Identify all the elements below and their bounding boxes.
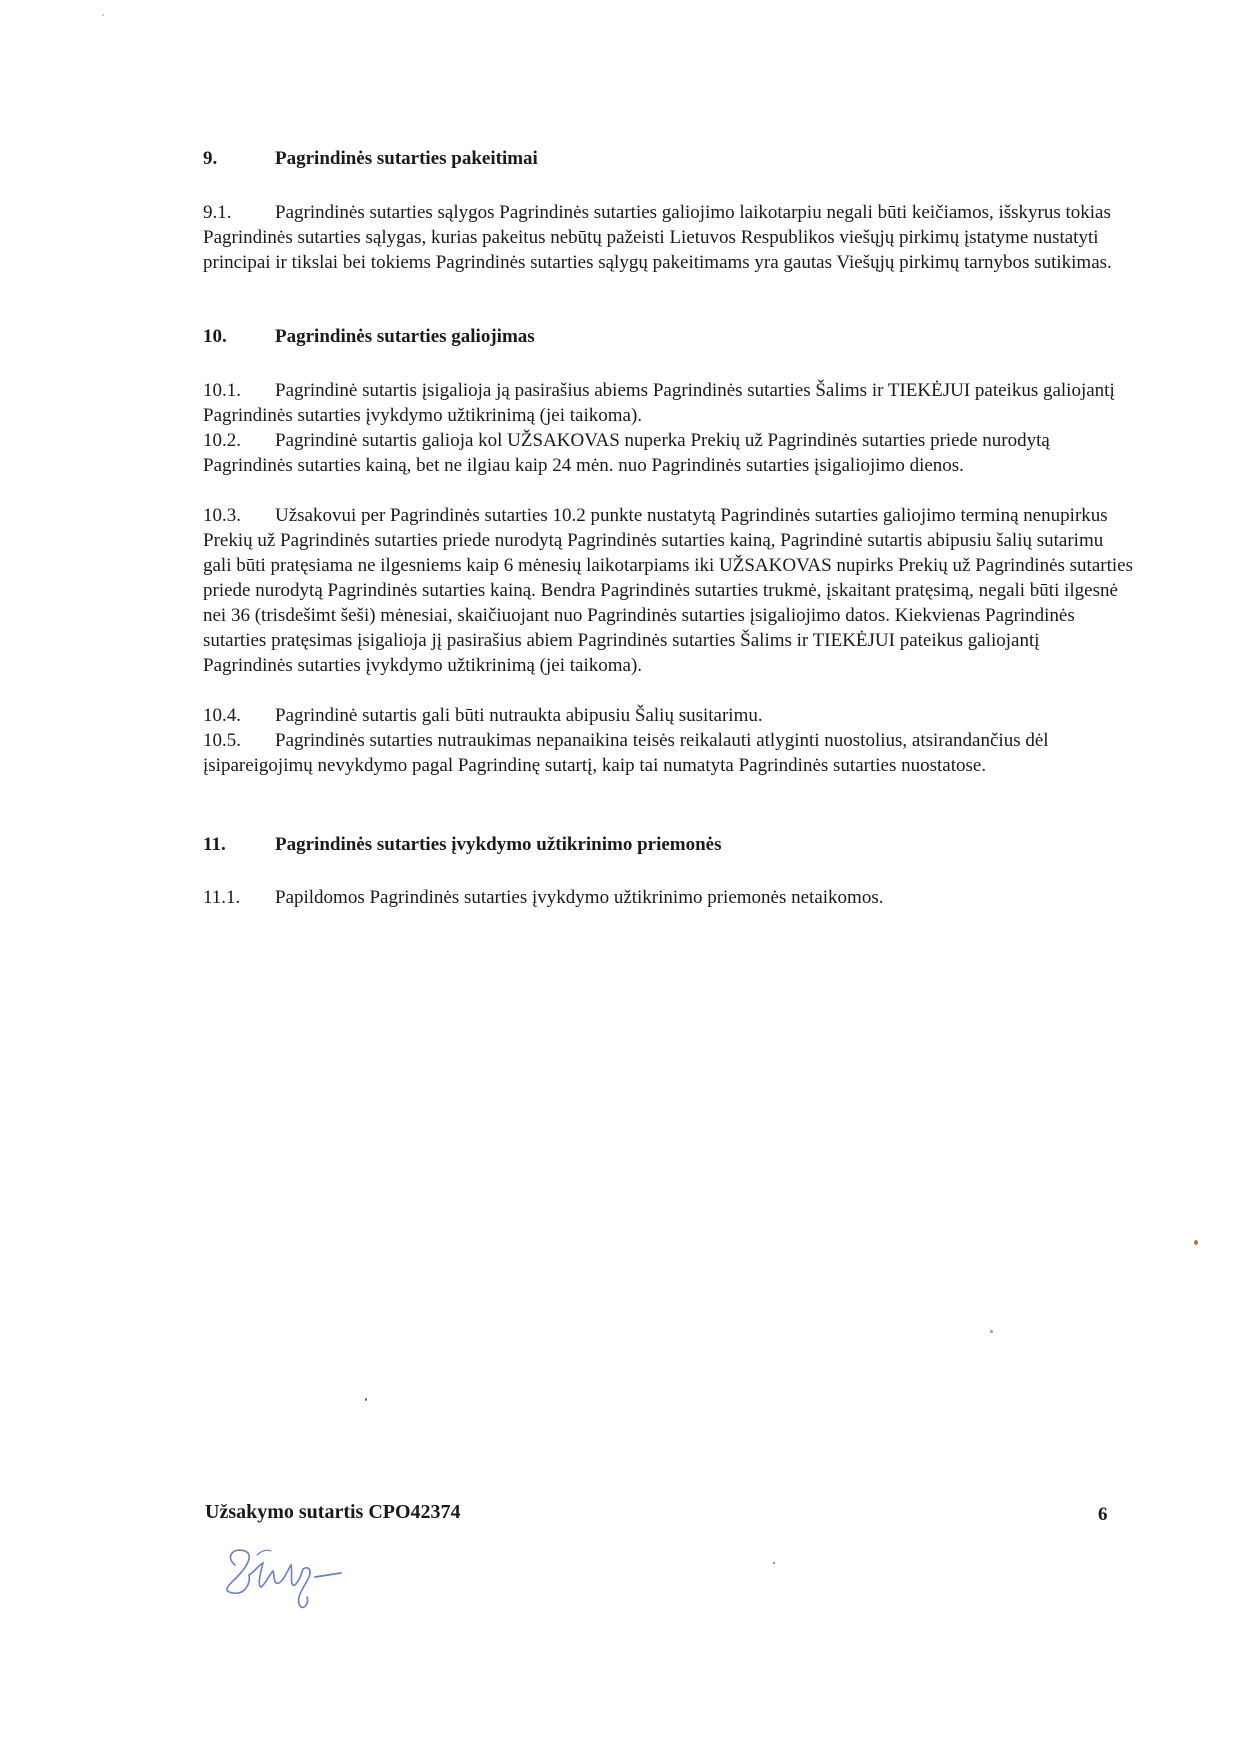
section-number: 11. xyxy=(203,834,226,855)
paragraph-text: Pagrindinė sutartis gali būti nutraukta abipusiu Šalių susitarimu. xyxy=(275,705,763,726)
paragraph-text: Pagrindinės sutarties nutraukimas nepanaikina teisės reikalauti atlyginti nuostolius, atsirandančius dėl įsipareigojimų nevykdymo pagal Pagrindinę sutartį, kaip tai numatyta Pagrindinės sutarties nuostatose. xyxy=(203,730,1049,776)
paragraph-number: 10.4. xyxy=(203,705,241,726)
paragraph-text: Pagrindinės sutarties sąlygos Pagrindinės sutarties galiojimo laikotarpiu negali būti keičiamos, išskyrus tokias Pagrindinės sutarties sąlygas, kurias pakeitus nebūtų pažeisti Lietuvos Respublikos viešųjų pirkimų įstatyme nustatyti principai ir tikslai bei tokiems Pagrindinės sutarties sąlygų pakeitimams yra gautas Viešųjų pirkimų tarnybos sutikimas. xyxy=(203,202,1112,273)
paragraph xyxy=(203,378,1133,428)
section-title: Pagrindinės sutarties įvykdymo užtikrinimo priemonės xyxy=(275,834,722,855)
paragraph xyxy=(203,200,1133,275)
scan-speck xyxy=(365,1398,367,1401)
paragraph-number: 11.1. xyxy=(203,887,241,908)
footer-contract-title: Užsakymo sutartis CPO42374 xyxy=(205,1501,461,1523)
paragraph-text: Papildomos Pagrindinės sutarties įvykdymo užtikrinimo priemonės netaikomos. xyxy=(275,887,884,908)
section-number: 9. xyxy=(203,148,218,169)
paragraph xyxy=(203,703,1133,728)
scan-speck xyxy=(1194,1240,1198,1245)
section-heading xyxy=(203,148,538,170)
section-title: Pagrindinės sutarties galiojimas xyxy=(275,326,535,347)
paragraph-text: Užsakovui per Pagrindinės sutarties 10.2 punkte nustatytą Pagrindinės sutarties galiojimo terminą nenupirkus Prekių už Pagrindinės sutarties priede nurodytą Pagrindinės sutarties kainą, Pagrindinė sutartis abipusiu šalių sutarimu gali būti pratęsiama ne ilgesniems kaip 6 mėnesių laikotarpiams iki UŽSAKOVAS nupirks Prekių už Pagrindinės sutarties priede nurodytą Pagrindinės sutarties kainą. Bendra Pagrindinės sutarties trukmė, įskaitant pratęsimą, negali būti ilgesnė nei 36 (trisdešimt šeši) mėnesiai, skaičiuojant nuo Pagrindinės sutarties įsigaliojimo datos. Kiekvienas Pagrindinės sutarties pratęsimas įsigalioja jį pasirašius abiem Pagrindinės sutarties Šalims ir TIEKĖJUI pateikus galiojantį Pagrindinės sutarties įvykdymo užtikrinimą (jei taikoma). xyxy=(203,505,1133,676)
paragraph xyxy=(203,503,1133,678)
scan-speck xyxy=(773,1562,775,1564)
paragraph-text: Pagrindinė sutartis įsigalioja ją pasirašius abiems Pagrindinės sutarties Šalims ir TIEKĖJUI pateikus galiojantį Pagrindinės sutarties įvykdymo užtikrinimą (jei taikoma). xyxy=(203,380,1115,426)
paragraph-number: 9.1. xyxy=(203,202,232,223)
paragraph-number: 10.5. xyxy=(203,730,241,751)
paragraph xyxy=(203,428,1133,478)
scan-speck xyxy=(102,14,104,16)
signature-image xyxy=(215,1535,355,1615)
page-number: 6 xyxy=(1098,1504,1108,1525)
paragraph xyxy=(203,728,1133,778)
paragraph-number: 10.1. xyxy=(203,380,241,401)
paragraph-number: 10.3. xyxy=(203,505,241,526)
section-heading xyxy=(203,834,722,856)
paragraph xyxy=(203,885,1133,910)
scan-speck xyxy=(990,1330,993,1333)
paragraph-text: Pagrindinė sutartis galioja kol UŽSAKOVAS nuperka Prekių už Pagrindinės sutarties priede nurodytą Pagrindinės sutarties kainą, bet ne ilgiau kaip 24 mėn. nuo Pagrindinės sutarties įsigaliojimo dienos. xyxy=(203,430,1050,476)
section-number: 10. xyxy=(203,326,227,347)
paragraph-number: 10.2. xyxy=(203,430,241,451)
section-heading xyxy=(203,326,535,348)
section-title: Pagrindinės sutarties pakeitimai xyxy=(275,148,538,169)
